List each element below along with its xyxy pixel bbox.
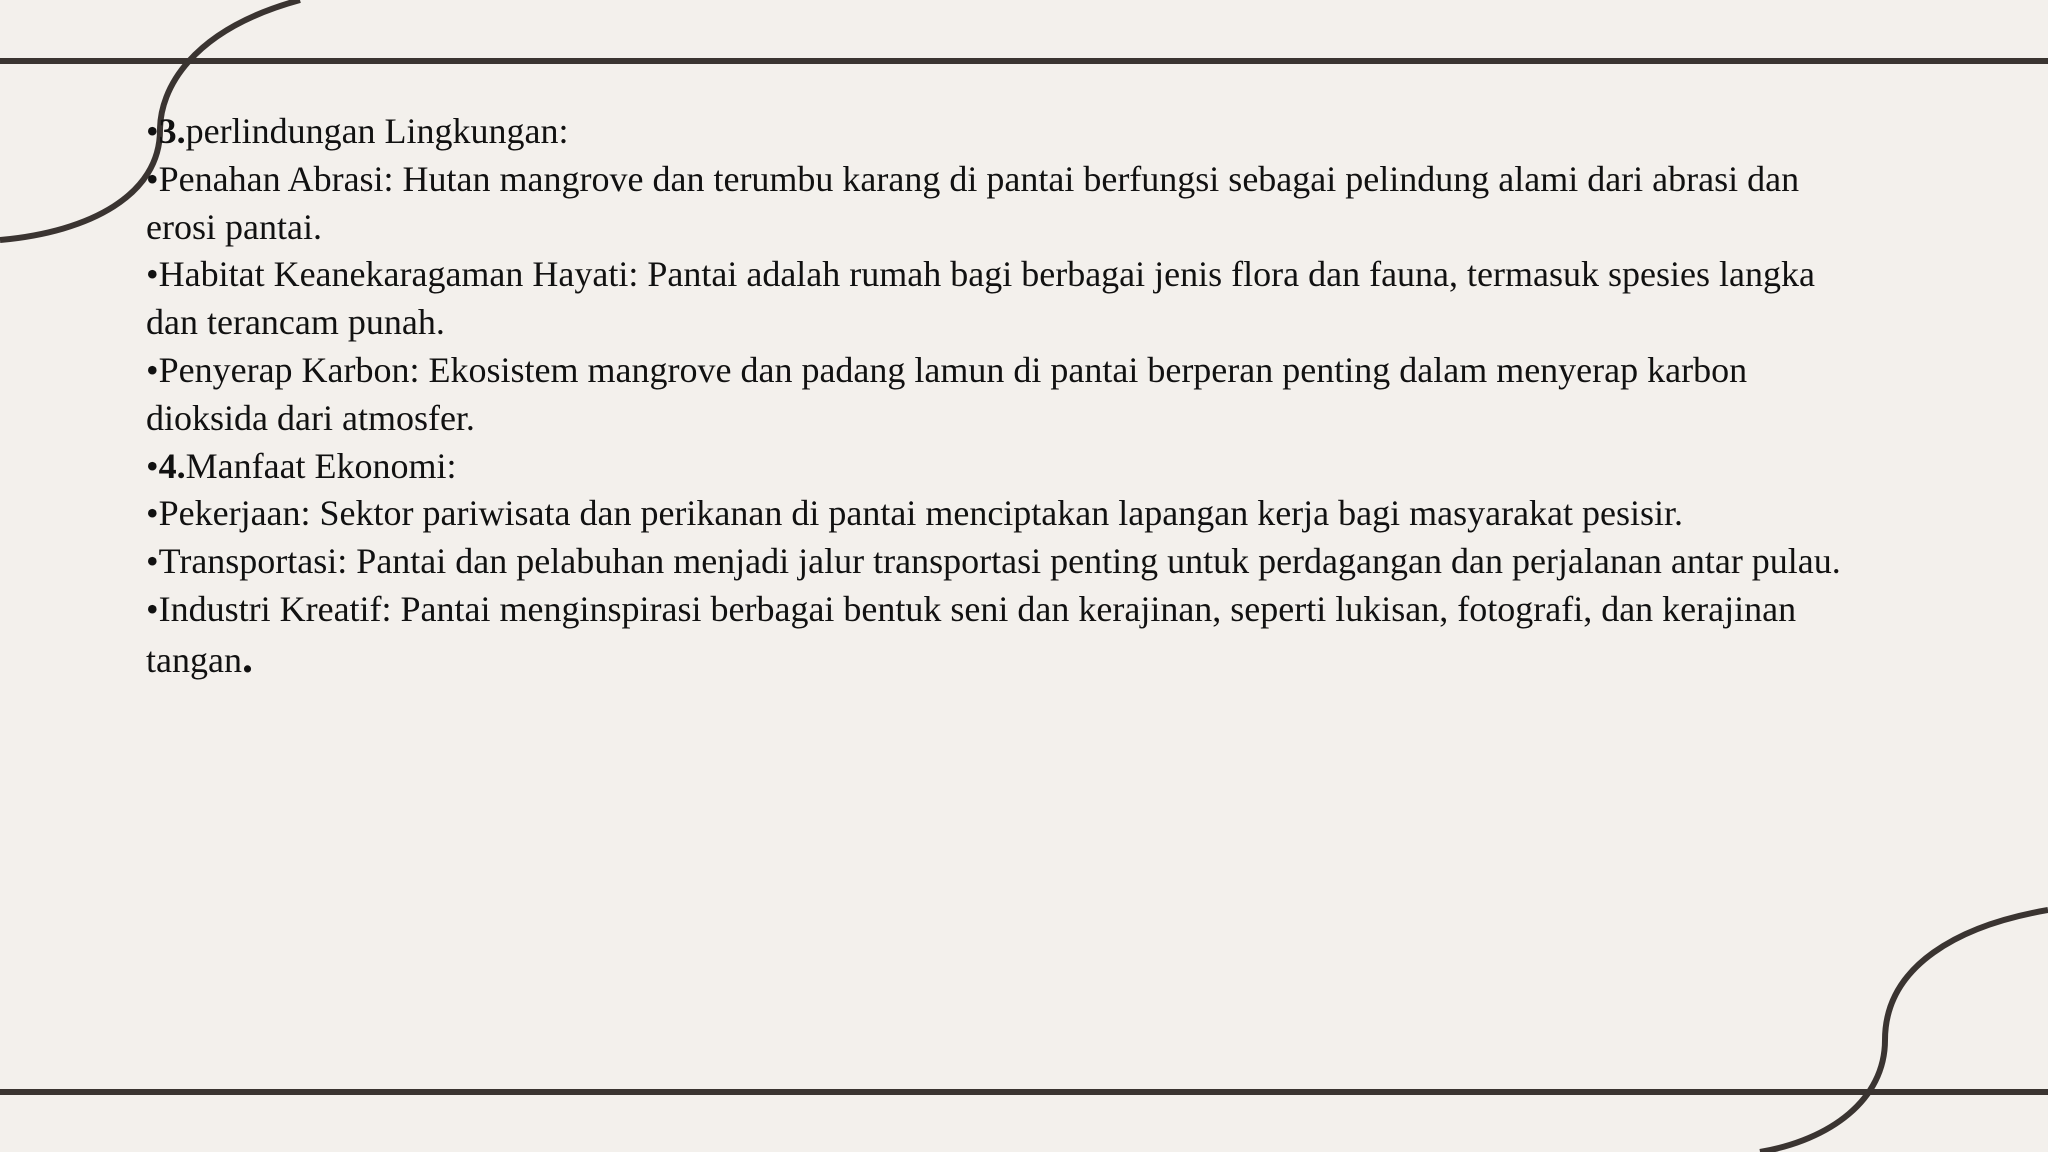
section-heading: perlindungan Lingkungan: <box>185 111 569 151</box>
list-item <box>146 538 1866 586</box>
item-text: Transportasi: Pantai dan pelabuhan menjadi jalur transportasi penting untuk perdagangan dan perjalanan antar pulau. <box>158 541 1841 582</box>
item-text: Penahan Abrasi: Hutan mangrove dan terumbu karang di pantai berfungsi sebagai pelindung alami dari abrasi dan erosi pantai. <box>146 158 1800 247</box>
bullet: • <box>146 158 159 199</box>
list-item <box>146 586 1866 685</box>
item-text: Industri Kreatif: Pantai menginspirasi berbagai bentuk seni dan kerajinan, seperti lukisan, fotografi, dan kerajinan tangan <box>146 588 1797 680</box>
list-item <box>146 443 1866 491</box>
bullet: • <box>146 541 159 582</box>
item-text: Penyerap Karbon: Ekosistem mangrove dan padang lamun di pantai berperan penting dalam menyerap karbon dioksida dari atmosfer. <box>146 349 1748 438</box>
bullet: • <box>146 588 159 629</box>
item-text: Habitat Keanekaragaman Hayati: Pantai adalah rumah bagi berbagai jenis flora dan fauna, termasuk spesies langka dan terancam punah. <box>146 254 1815 343</box>
bullet: • <box>146 111 159 151</box>
slide-body <box>146 108 1866 685</box>
bullet: • <box>146 493 159 534</box>
section-number: 3. <box>158 111 186 151</box>
list-item <box>146 347 1866 443</box>
final-period: . <box>241 632 253 682</box>
item-text: Pekerjaan: Sektor pariwisata dan perikanan di pantai menciptakan lapangan kerja bagi masyarakat pesisir. <box>158 493 1684 534</box>
list-item <box>146 251 1866 347</box>
bottom-right-curve <box>1760 910 2048 1152</box>
bullet: • <box>146 349 159 390</box>
section-number: 4. <box>158 445 186 486</box>
bullet: • <box>146 254 159 295</box>
section-heading: Manfaat Ekonomi: <box>185 445 457 486</box>
list-item <box>146 108 1866 156</box>
bullet: • <box>146 445 159 486</box>
list-item <box>146 156 1866 252</box>
list-item <box>146 490 1866 538</box>
